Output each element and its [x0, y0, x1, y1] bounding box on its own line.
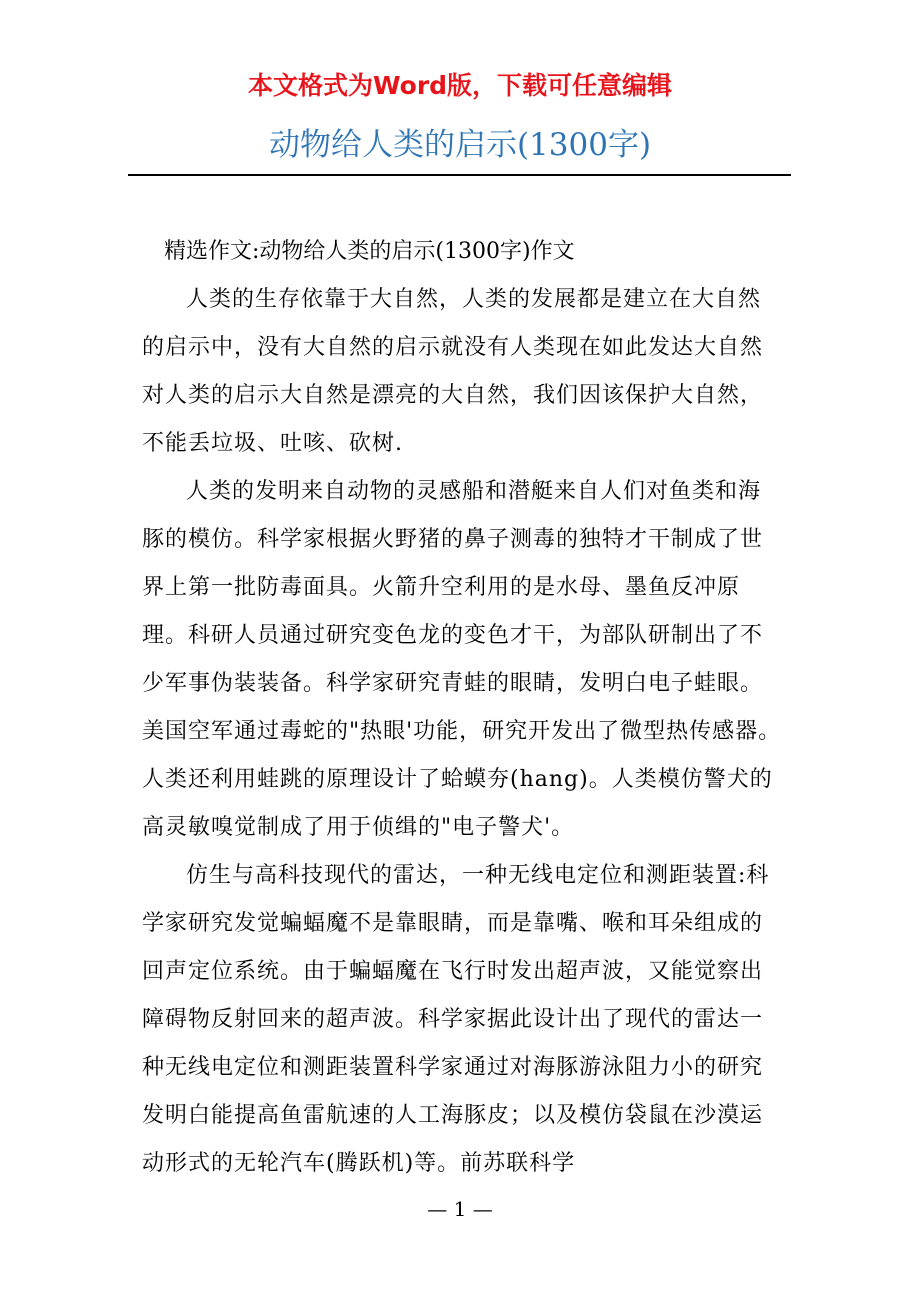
paragraph-2: 人类的发明来自动物的灵感船和潜艇来自人们对鱼类和海豚的模仿。科学家根据火野猪的鼻子测毒的独特才干制成了世界上第一批防毒面具。火箭升空利用的是水母、墨鱼反冲原理。科研人员通过研究变色龙的变色才干，为部队研制出了不少军事伪装装备。科学家研究青蛙的眼睛，发明白电子蛙眼。美国空军通过毒蛇的"热眼'功能，研究开发出了微型热传感器。人类还利用蛙跳的原理设计了蛤蟆夯(hang)。人类模仿警犬的高灵敏嗅觉制成了用于侦缉的"电子警犬'。 — [142, 479, 782, 840]
essay-lead-line: 精选作文:动物给人类的启示(1300字)作文 — [164, 239, 575, 264]
paragraph-3: 仿生与高科技现代的雷达，一种无线电定位和测距装置:科学家研究发觉蝙蝠魔不是靠眼睛，而是靠嘴、喉和耳朵组成的回声定位系统。由于蝙蝠魔在飞行时发出超声波，又能觉察出障碍物反射回来的超声波。科学家据此设计出了现代的雷达一种无线电定位和测距装置科学家通过对海豚游泳阻力小的研究发明白能提高鱼雷航速的人工海豚皮；以及模仿袋鼠在沙漠运动形式的无轮汽车(腾跃机)等。前苏联科学 — [142, 863, 770, 1176]
title-divider — [128, 174, 791, 176]
format-notice-banner: 本文格式为Word版，下载可任意编辑 — [247, 71, 673, 100]
paragraph-1: 人类的生存依靠于大自然，人类的发展都是建立在大自然的启示中，没有大自然的启示就没有人类现在如此发达大自然对人类的启示大自然是漂亮的大自然，我们因该保护大自然，不能丢垃圾、吐咳、砍树. — [142, 287, 764, 456]
document-title: 动物给人类的启示(1300字) — [268, 127, 652, 163]
document-body — [142, 228, 782, 1188]
page-number: — 1 — — [427, 1197, 493, 1221]
